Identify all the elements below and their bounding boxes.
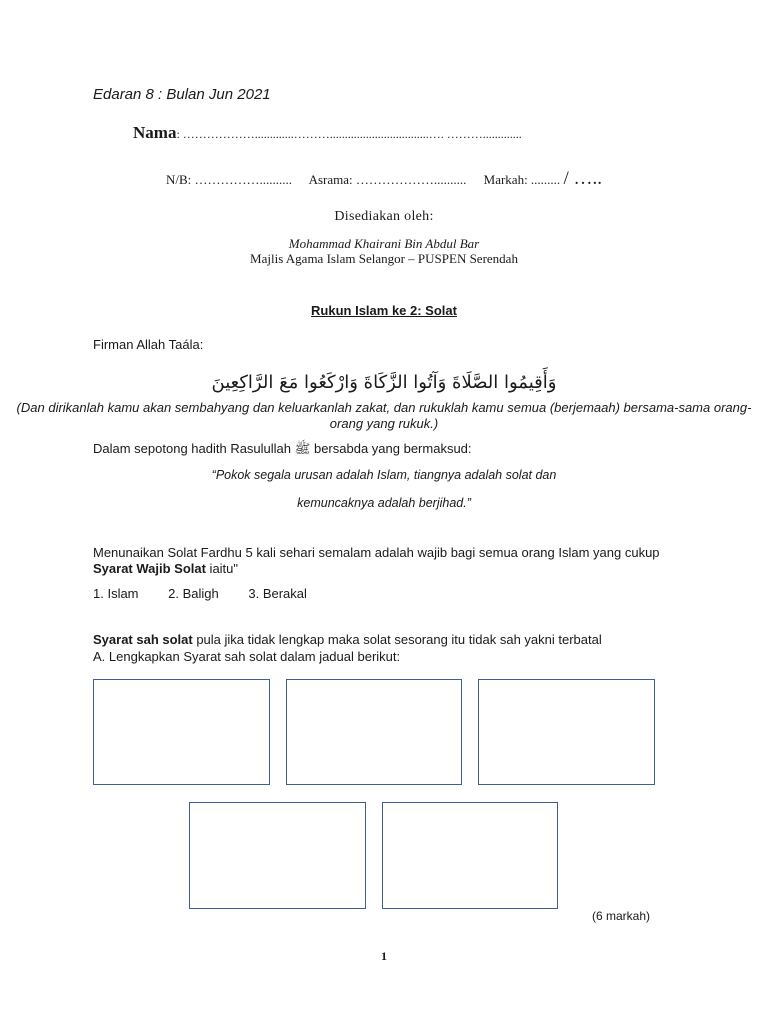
- para2-bold: Syarat sah solat: [93, 632, 193, 647]
- list-item: 1. Islam: [93, 586, 139, 601]
- author-name: Mohammad Khairani Bin Abdul Bar: [288, 236, 480, 251]
- asrama-field[interactable]: Asrama: ………………..........: [308, 172, 467, 187]
- page-number: 1: [381, 949, 387, 963]
- answer-box-2[interactable]: [286, 679, 462, 785]
- list-item: 3. Berakal: [248, 586, 307, 601]
- para2-text: pula jika tidak lengkap maka solat sesorang itu tidak sah yakni terbatal: [192, 632, 602, 647]
- prepared-by-label: Disediakan oleh:: [334, 209, 434, 224]
- edaran-heading: Edaran 8 : Bulan Jun 2021: [93, 86, 271, 103]
- para1-text-b: iaitu": [205, 561, 239, 576]
- arabic-verse: وَأَقِيمُوا الصَّلَاةَ وَآتُوا الزَّكَاةَ وَارْكَعُوا مَعَ الرَّاكِعِينَ: [211, 372, 557, 393]
- verse-translation: (Dan dirikanlah kamu akan sembahyang dan keluarkanlah zakat, dan rukuklah kamu semua (berjemaah) bersama-sama orang-orang yang rukuk.): [16, 400, 752, 431]
- answer-box-5[interactable]: [382, 802, 558, 909]
- answer-box-1[interactable]: [93, 679, 270, 785]
- syarat-wajib-paragraph: [93, 545, 683, 577]
- nb-row: [166, 168, 602, 190]
- syarat-sah-paragraph: [93, 631, 693, 665]
- nb-field[interactable]: N/B: ……………..........: [166, 172, 293, 187]
- nama-row: [133, 123, 522, 143]
- page-title: Rukun Islam ke 2: Solat: [311, 303, 457, 318]
- instruction-a: A. Lengkapkan Syarat sah solat dalam jadual berikut:: [93, 649, 401, 664]
- markah-field[interactable]: Markah: .........: [483, 172, 561, 187]
- answer-box-3[interactable]: [478, 679, 655, 785]
- nama-label: Nama: [133, 123, 177, 142]
- hadith-intro: Dalam sepotong hadith Rasulullah ﷺ bersabda yang bermaksud:: [93, 441, 472, 456]
- para1-text-a: Menunaikan Solat Fardhu 5 kali sehari semalam adalah wajib bagi semua orang Islam yang cukup: [93, 545, 660, 560]
- nama-field[interactable]: : ……………….............……….................................…. ……….............: [176, 127, 522, 141]
- hadith-quote-line-2: kemuncaknya adalah berjihad.”: [297, 496, 471, 510]
- markah-slash: / …..: [563, 168, 602, 189]
- organization: Majlis Agama Islam Selangor – PUSPEN Serendah: [250, 251, 518, 266]
- answer-box-4[interactable]: [189, 802, 366, 909]
- firman-label: Firman Allah Taála:: [93, 337, 204, 352]
- marks-note: (6 markah): [592, 909, 651, 923]
- hadith-quote-line-1: “Pokok segala urusan adalah Islam, tiangnya adalah solat dan: [211, 468, 557, 482]
- syarat-wajib-list: [93, 586, 333, 601]
- list-item: 2. Baligh: [168, 586, 219, 601]
- para1-bold: Syarat Wajib Solat: [93, 561, 206, 576]
